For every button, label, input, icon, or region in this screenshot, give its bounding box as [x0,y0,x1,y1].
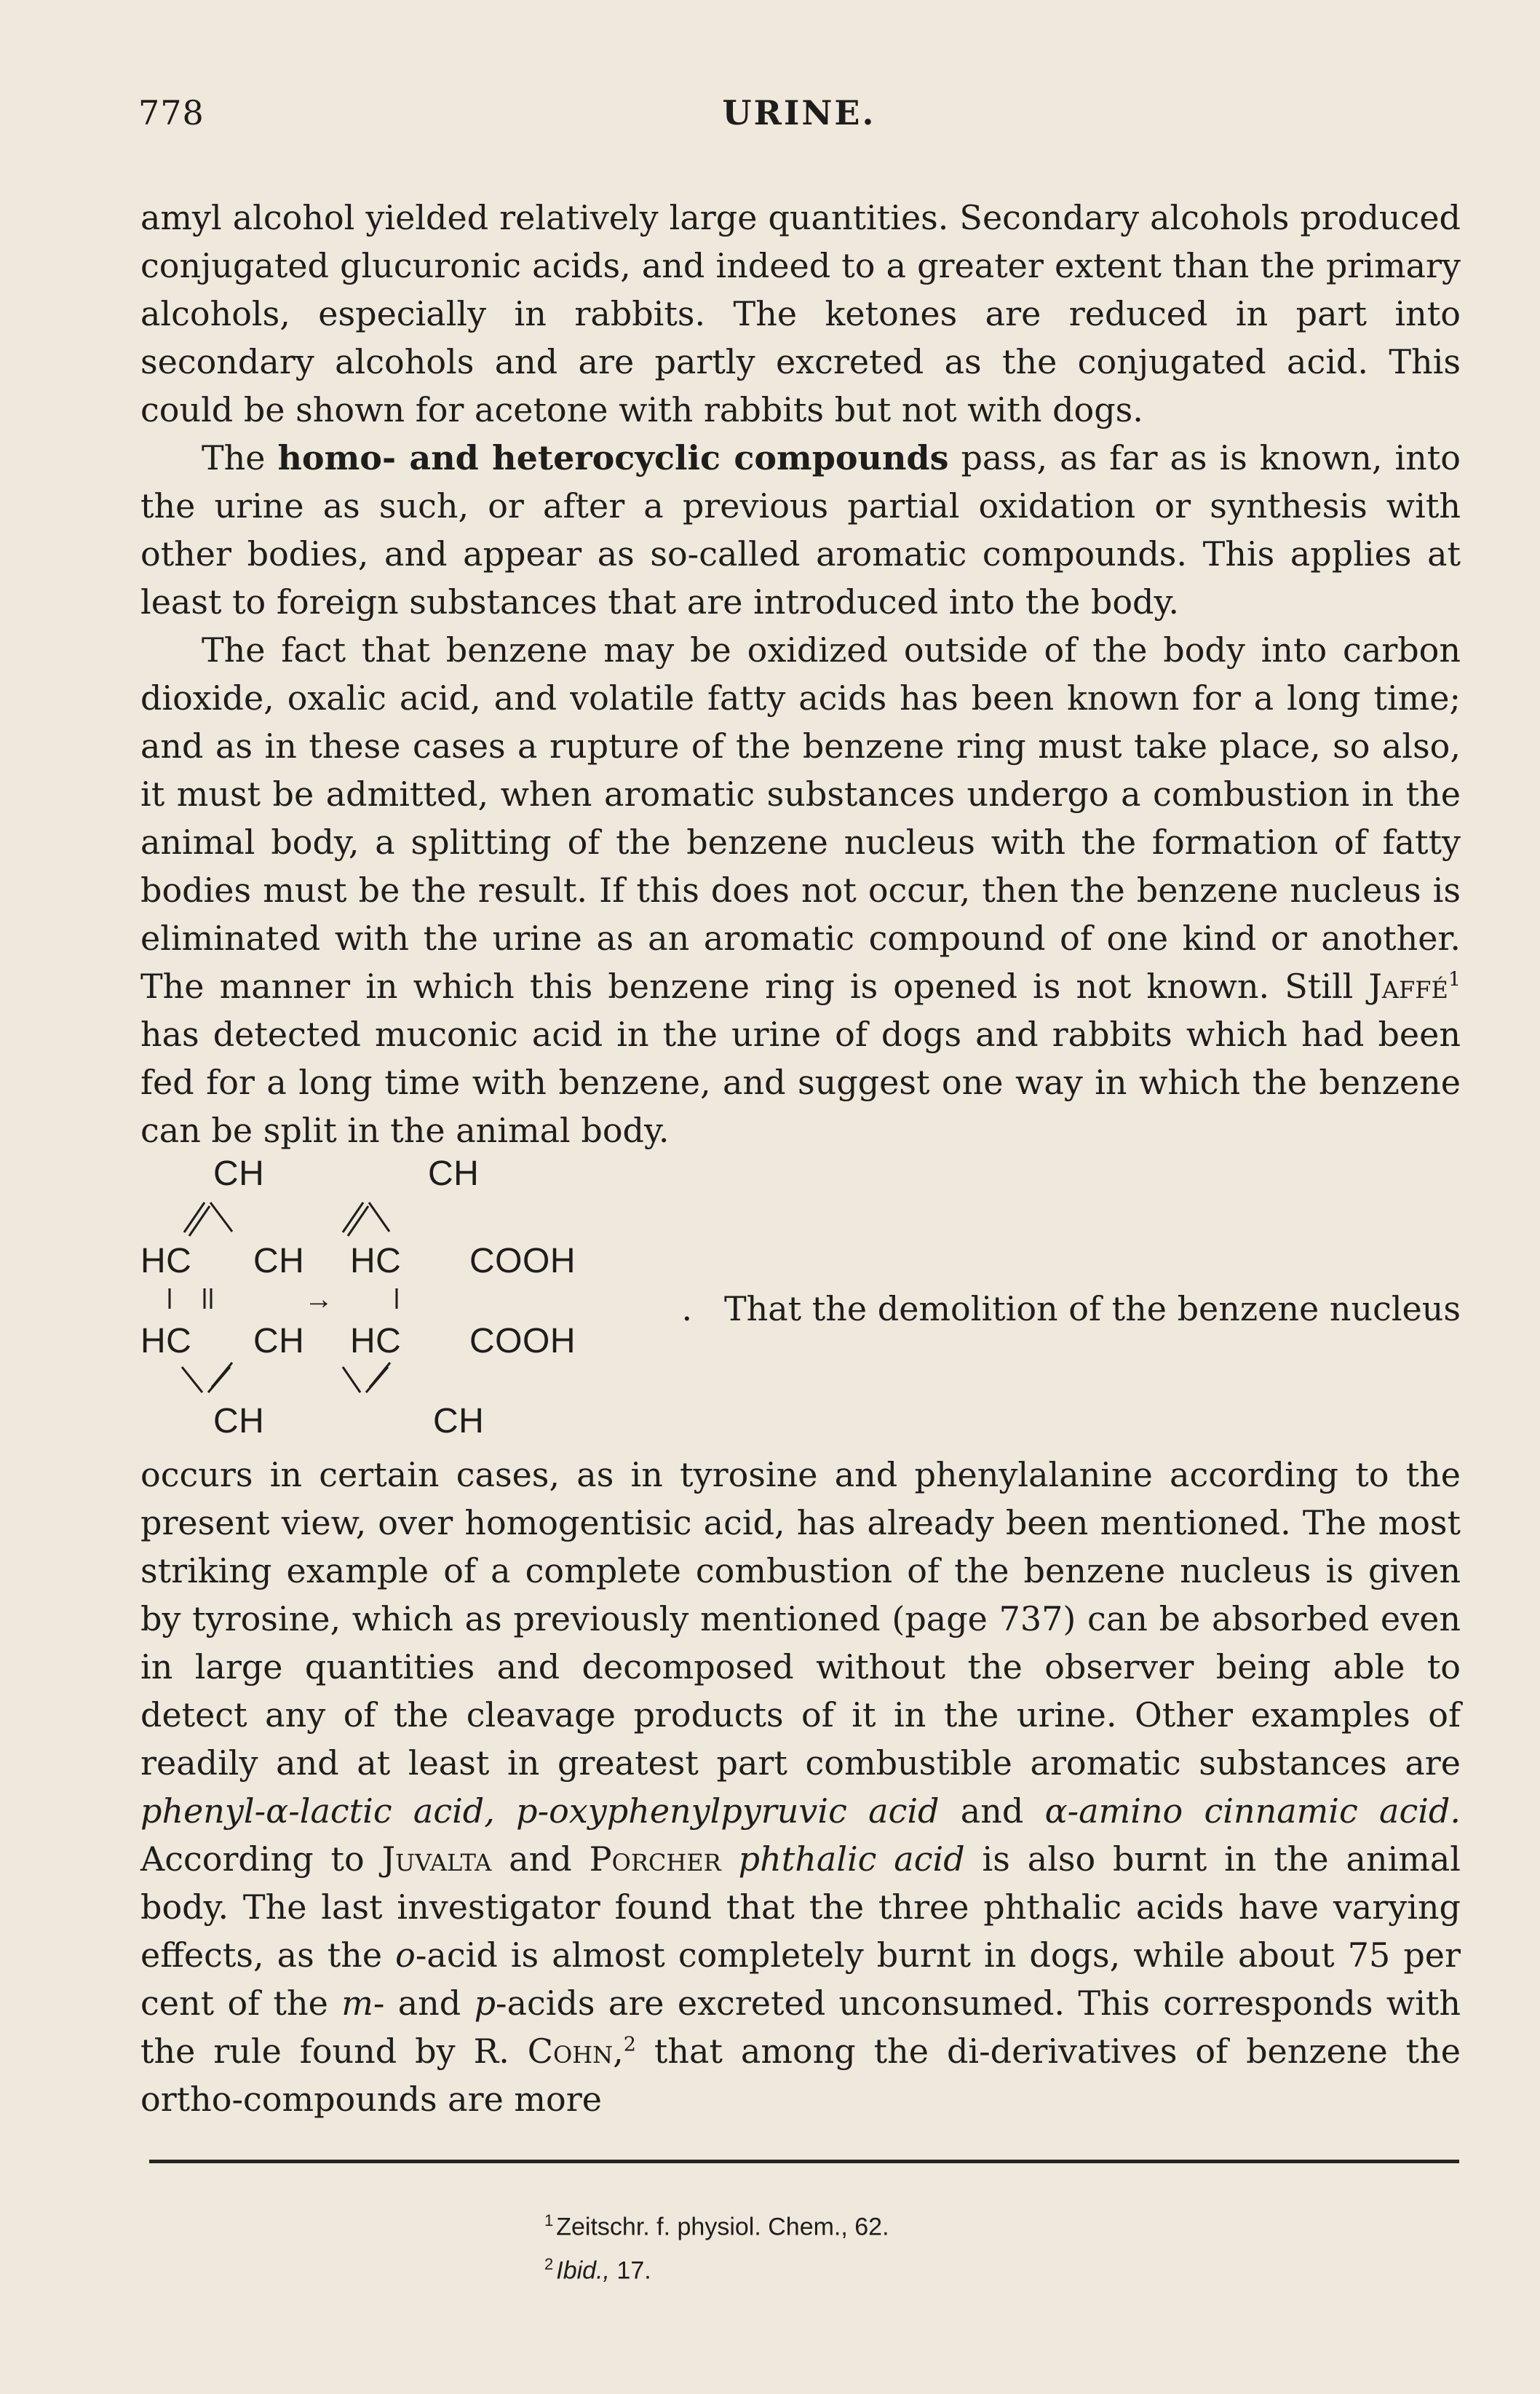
muconic-lower-right-cooh: COOH [469,1322,576,1360]
footnote-1-number: 1 [544,2211,554,2229]
benzene-upper-right-ch: CH [253,1242,305,1280]
p4-part1: occurs in certain cases, as in tyrosine and phenylalanine according to the present view, over homogentisic acid, has already been mentioned. The most striking example of a complete combustion of the benzene nucleus is given by tyrosine, which as previously mentioned (page 737) can be absorbed even in large quantities and decomposed without the observer being able to detect any of the cleavage products of it in the urine. Other examples of readily and at least in greatest part combustible aromatic substances are [140,1455,1461,1783]
p4-part2: According to [140,1839,382,1879]
formula-period: . [681,1289,693,1328]
author-porcher: Porcher [589,1839,721,1879]
formula-caption [640,1285,1461,1333]
bond-muconic-bottom-right-double [370,1363,390,1387]
footnote-divider [149,2160,1459,2163]
prefix-o: o [395,1935,416,1975]
benzene-bottom-ch: CH [213,1402,265,1440]
bond-benzene-top-right [210,1202,232,1232]
muconic-upper-left-hc: HC [350,1242,402,1280]
p4-part3: is also burnt in the animal body. The last investigator found that the three phthalic acids have varying effects, as the [140,1839,1461,1975]
p4-and1: and [939,1791,1045,1831]
footnotes [544,2202,889,2290]
footnote-1-text: Zeitschr. f. physiol. Chem., 62. [556,2213,889,2241]
formula-bonds [140,1156,614,1447]
footnote-2 [544,2246,889,2289]
author-jaffe: Jaffé [1368,967,1448,1006]
muconic-top-ch: CH [428,1154,480,1193]
benzene-to-muconic-acid-formula [140,1156,614,1447]
p4-part5: - and [373,1983,475,2023]
muconic-upper-right-cooh: COOH [469,1242,576,1280]
p4-and2: and [491,1839,590,1879]
muconic-bottom-ch: CH [433,1402,485,1440]
p4-part7: that among the di-derivatives of benzene the ortho-compounds are more [140,2032,1461,2119]
p2-lead: The [202,438,278,477]
footnote-2-text: 17. [609,2256,651,2285]
bond-benzene-bottom-left [182,1367,202,1392]
benzene-top-ch: CH [213,1154,265,1193]
p4-space1 [721,1839,739,1879]
paragraph-3 [140,626,1461,1154]
p3-lead: The fact that benzene may be oxidized outside of the body into carbon dioxide, oxalic acid, and volatile fatty acids has been known for a long time; and as in these cases a rupture of the benzene ring must take place, so also, it must be admitted, when aromatic substances undergo a combustion in the animal body, a splitting of the benzene nucleus with the formation of fatty bodies must be the result. If this does not occur, then the benzene nucleus is eliminated with the urine as an aromatic compound of one kind or another. The manner in which this benzene ring is opened is not known. Still [140,630,1461,1006]
prefix-p: p [474,1983,496,2023]
reaction-arrow: → [304,1283,334,1315]
compound-amino-cinnamic: α-amino cinnamic acid. [1044,1791,1461,1831]
text-block-top [140,194,1461,1154]
p3-rest: has detected muconic acid in the urine of dogs and rabbits which had been fed for a long time with benzene, and suggest one way in which the benzene can be split in the animal body. [140,1015,1461,1150]
bond-benzene-bottom-right-double [212,1363,232,1387]
bond-muconic-bottom-left [343,1367,360,1392]
author-juvalta: Juvalta [381,1839,492,1879]
paragraph-4 [140,1451,1461,2123]
bond-muconic-top-right [369,1202,389,1232]
footnote-ref-2[interactable]: 2 [623,2033,636,2056]
p4-part6: -acids are excreted unconsumed. This corresponds with the rule found by R. [140,1983,1461,2071]
p2-rest: pass, as far as is known, into the urine as such, or after a previous partial oxidation or synthesis with other bodies, and appear as so-called aromatic compounds. This applies at least to foreign substances that are introduced into the body. [140,438,1461,622]
footnote-ref-1[interactable]: 1 [1448,968,1461,991]
paragraph-2 [140,434,1461,626]
running-head: URINE. [722,93,876,132]
page-header [138,93,1460,146]
p2-bold-term: homo- and heterocyclic compounds [277,438,949,477]
compound-phthalic: phthalic acid [738,1839,965,1879]
footnote-1 [544,2202,889,2246]
formula-caption-text: That the demolition of the benzene nucleus [723,1289,1461,1328]
benzene-lower-right-ch: CH [253,1322,305,1360]
prefix-m: m [341,1983,373,2023]
footnote-2-number: 2 [544,2255,554,2274]
compound-phenyl-lactic: phenyl-α-lactic acid, p-oxyphenylpyruvic acid [140,1791,940,1831]
p4-part4: -acid is almost completely burnt in dogs, while about 75 per cent of the [140,1935,1461,2023]
text-block-bottom [140,1451,1461,2123]
author-cohn: Cohn, [527,2032,624,2071]
footnote-2-ibid: Ibid., [556,2256,610,2285]
paragraph-1: amyl alcohol yielded relatively large quantities. Secondary alcohols produced conjugated glucuronic acids, and indeed to a greater extent than the primary alcohols, especially in rabbits. The ketones are reduced in part into secondary alcohols and are partly excreted as the conjugated acid. This could be shown for acetone with rabbits but not with dogs. [140,198,1461,429]
benzene-upper-left-hc: HC [140,1242,192,1280]
page-number: 778 [138,93,205,132]
muconic-lower-left-hc: HC [350,1322,402,1360]
benzene-lower-left-hc: HC [140,1322,192,1360]
